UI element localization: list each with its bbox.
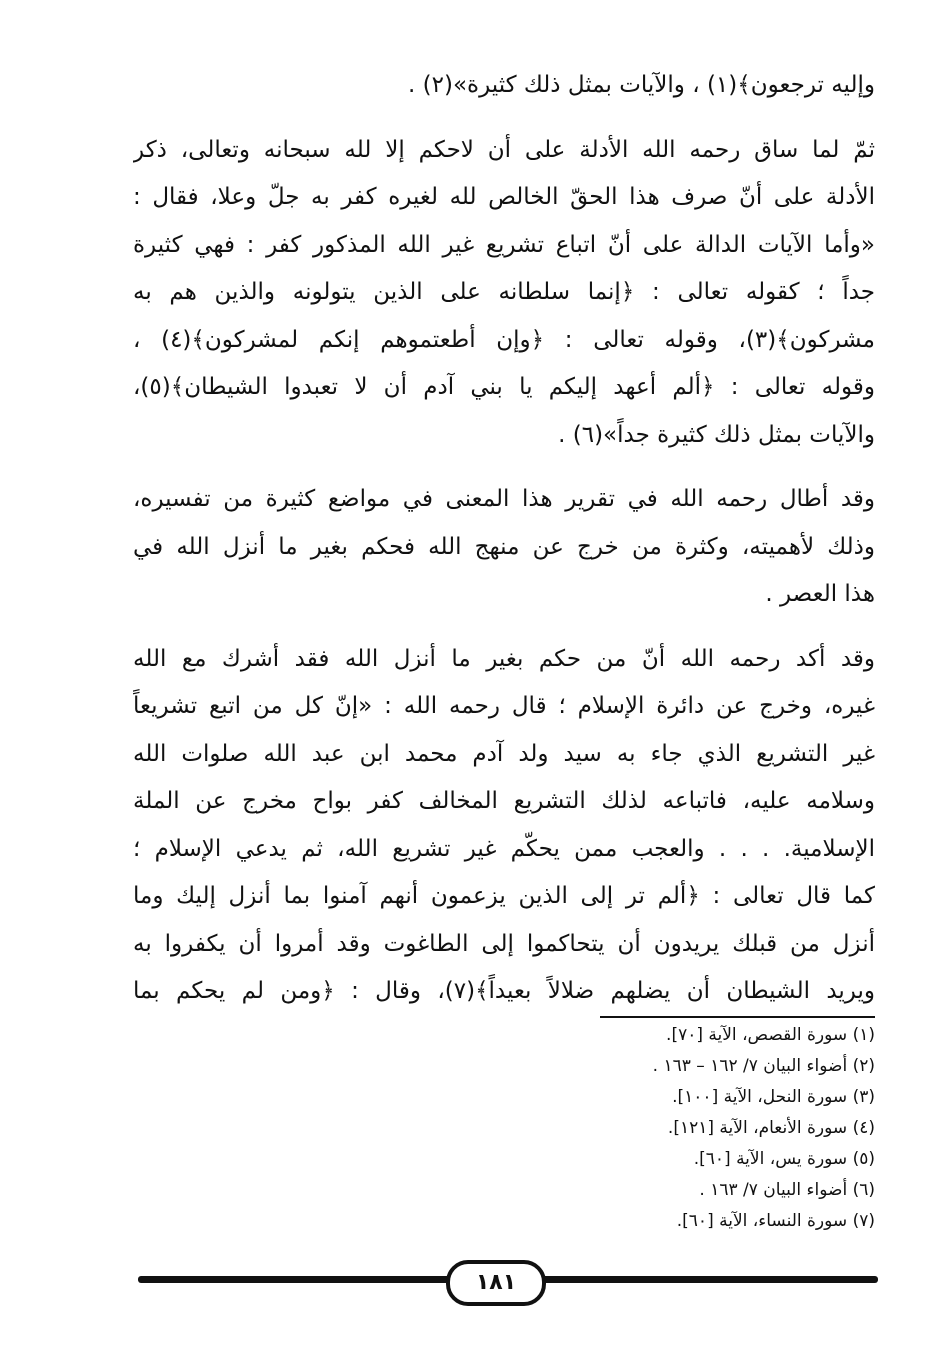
text-line: هذا العصر . xyxy=(765,581,875,607)
text-line: وقد أكد رحمه الله أنّ من حكم بغير ما أنزل الله فقد أشرك مع الله xyxy=(133,645,875,672)
text-line: وإليه ترجعون﴾(١) ، والآيات بمثل ذلك كثيرة»(٢) . xyxy=(408,72,875,98)
text-line: وذلك لأهميته، وكثرة من خرج عن منهج الله فحكم بغير ما أنزل الله في xyxy=(133,533,875,560)
text-line: الإسلامية. . . . والعجب ممن يحكّم غير تشريع الله، ثم يدعي الإسلام ؛ xyxy=(133,835,875,862)
text-line: غير التشريع الذي جاء به سيد ولد آدم محمد ابن عبد الله صلوات الله xyxy=(133,740,875,767)
paragraph-gap xyxy=(133,619,875,636)
text-line: أنزل من قبلك يريدون أن يتحاكموا إلى الطاغوت وقد أمروا أن يكفروا به xyxy=(133,930,875,957)
footnote: (٦) أضواء البيان ٧/ ١٦٣ . xyxy=(699,1180,875,1200)
text-line: كما قال تعالى : ﴿ألم تر إلى الذين يزعمون أنهم آمنوا بما أنزل إليك وما xyxy=(133,883,875,909)
text-line: وسلامه عليه، فاتباعه لذلك التشريع المخالف كفر بواح مخرج عن الملة xyxy=(133,788,875,814)
footnote: (٧) سورة النساء، الآية [٦٠]. xyxy=(676,1211,875,1231)
paragraph-gap xyxy=(133,459,875,476)
footnote: (٢) أضواء البيان ٧/ ١٦٢ – ١٦٣ . xyxy=(652,1056,875,1076)
text-line: «وأما الآيات الدالة على أنّ اتباع تشريع غير الله المذكور كفر : فهي كثيرة xyxy=(133,231,875,258)
main-text xyxy=(133,62,875,1016)
text-line: ويريد الشيطان أن يضلهم ضلالاً بعيداً﴾(٧)، وقال : ﴿ومن لم يحكم بما xyxy=(133,978,875,1004)
text-line: مشركون﴾(٣)، وقوله تعالى : ﴿وإن أطعتموهم إنكم لمشركون﴾(٤) ، xyxy=(133,326,875,353)
page-number: ١٨١ xyxy=(446,1260,546,1306)
paragraph-gap xyxy=(133,110,875,127)
text-line: وقوله تعالى : ﴿ألم أعهد إليكم يا بني آدم أن لا تعبدوا الشيطان﴾(٥)، xyxy=(133,374,875,400)
text-line: وقد أطال رحمه الله في تقرير هذا المعنى في مواضع كثيرة من تفسيره، xyxy=(133,486,875,512)
footnote: (٣) سورة النحل، الآية [١٠٠]. xyxy=(672,1087,875,1107)
text-line: ثمّ لما ساق رحمه الله الأدلة على أن لاحكم إلا لله سبحانه وتعالى، ذكر xyxy=(133,136,875,163)
text-line: والآيات بمثل ذلك كثيرة جداً»(٦) . xyxy=(558,421,875,448)
footnote: (٥) سورة يس، الآية [٦٠]. xyxy=(693,1149,875,1169)
footnote: (١) سورة القصص، الآية [٧٠]. xyxy=(666,1025,875,1045)
footnotes xyxy=(375,1020,875,1237)
text-line: الأدلة على أنّ صرف هذا الحقّ الخالص لله لغيره كفر به جلّ وعلا، فقال : xyxy=(133,184,875,210)
footnote-separator xyxy=(600,1016,875,1018)
text-line: غيره، وخرج عن دائرة الإسلام ؛ قال رحمه الله : «إنّ كل من اتبع تشريعاً xyxy=(133,693,875,719)
footnote: (٤) سورة الأنعام، الآية [١٢١]. xyxy=(667,1118,875,1138)
text-line: جداً ؛ كقوله تعالى : ﴿إنما سلطانه على الذين يتولونه والذين هم به xyxy=(133,279,875,305)
